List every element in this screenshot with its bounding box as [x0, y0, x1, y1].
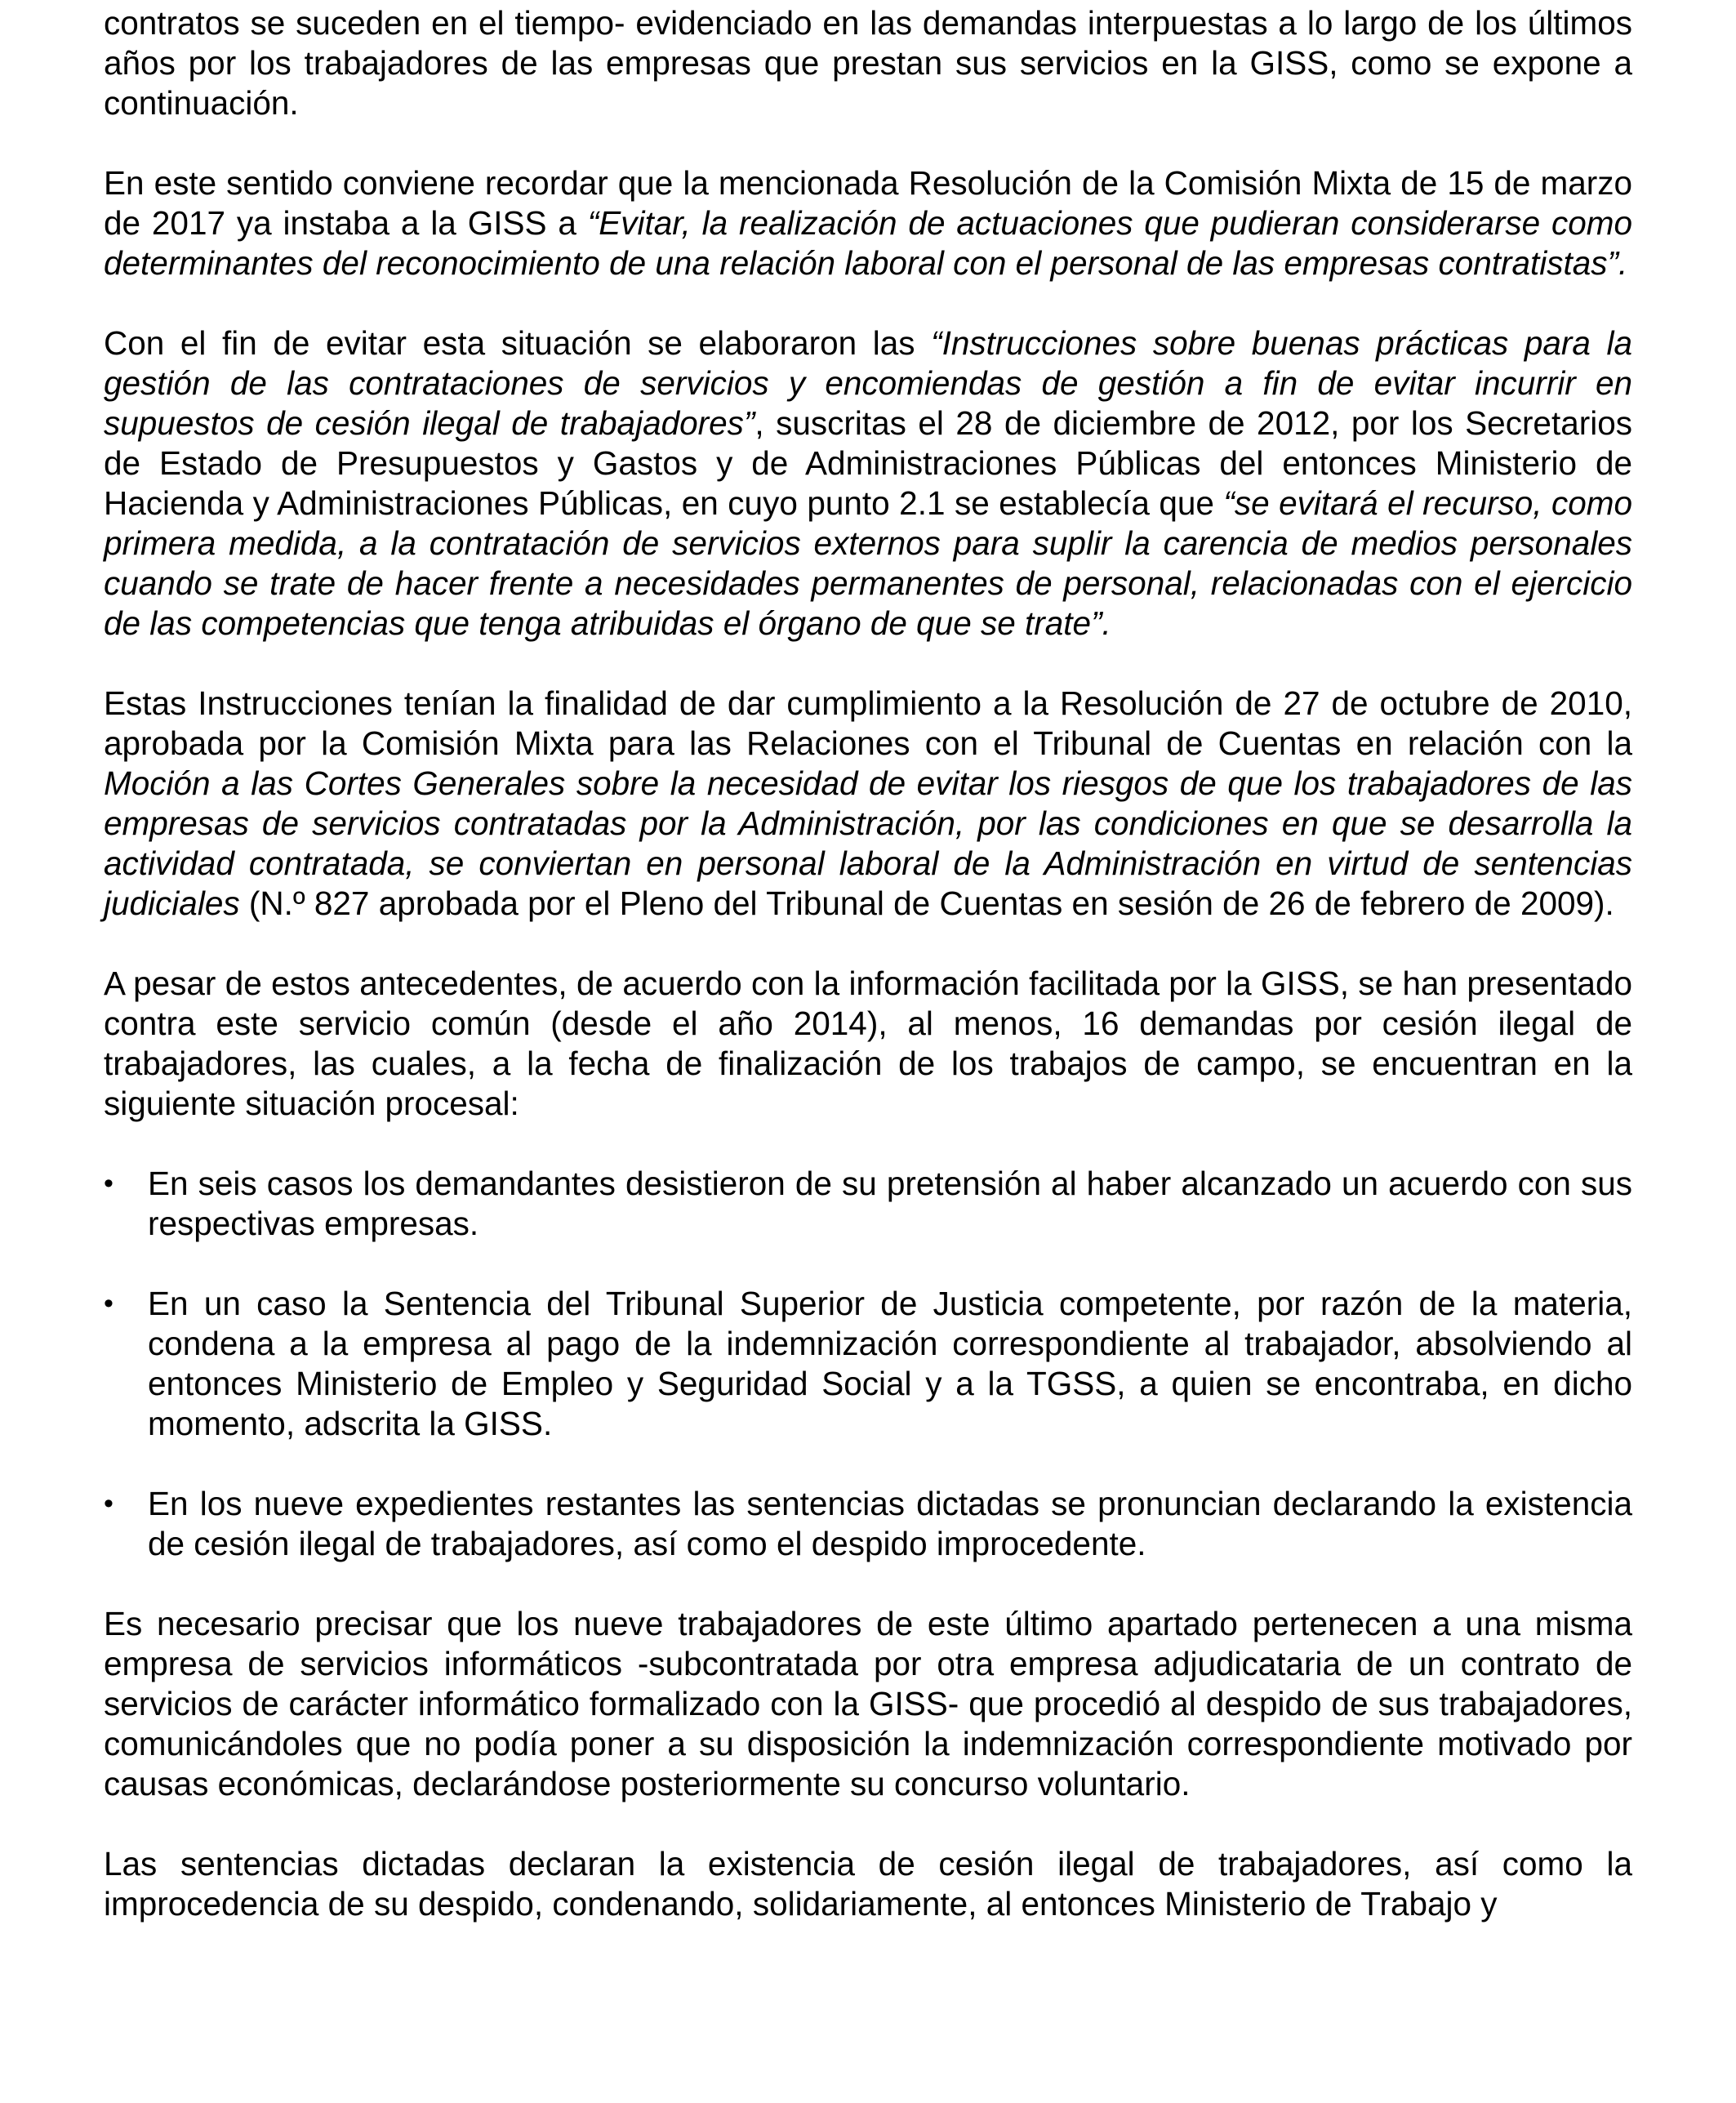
list-item [104, 1484, 1632, 1564]
paragraph-comision-mixta [104, 163, 1632, 283]
paragraph-text: En este sentido conviene recordar que la mencionada Resolución de la Comisión Mixta de 15 de marzo de 2017 ya instaba a la GISS a [104, 164, 1632, 242]
paragraph-text: , suscritas el 28 de diciembre de 2012, por los Secretarios de Estado de Presupuestos y Gastos y de Administraciones Públicas del entonces Ministerio de Hacienda y Administraciones Públicas, en cuyo punto 2.1 se establecía que [104, 404, 1632, 522]
paragraph-text: (N.º 827 aprobada por el Pleno del Tribunal de Cuentas en sesión de 26 de febrero de 2009). [239, 884, 1614, 922]
paragraph-demandas: A pesar de estos antecedentes, de acuerdo con la información facilitada por la GISS, se han presentado contra este servicio común (desde el año 2014), al menos, 16 demandas por cesión ilegal de trabajadores, las cuales, a la fecha de finalización de los trabajos de campo, se encuentran en la siguiente situación procesal: [104, 965, 1632, 1122]
quote-text: “Instrucciones sobre buenas prácticas para la gestión de las contrataciones de servicios y encomiendas de gestión a fin de evitar incurrir en supuestos de cesión ilegal de trabajadores” [104, 324, 1632, 442]
bullet-icon: • [104, 1168, 114, 1199]
paragraph-mocion [104, 684, 1632, 924]
bullet-icon: • [104, 1488, 114, 1519]
italic-title: Moción a las Cortes Generales sobre la necesidad de evitar los riesgos de que los trabajadores de las empresas de servicios contratadas por la Administración, por las condiciones en que se desarrolla la actividad contratada, se conviertan en personal laboral de la Administración en virtud de sentencias judiciales [104, 764, 1632, 922]
bullet-icon: • [104, 1288, 114, 1319]
list-item-text: En los nueve expedientes restantes las sentencias dictadas se pronuncian declarando la existencia de cesión ilegal de trabajadores, así como el despido improcedente. [148, 1485, 1632, 1562]
document-page [104, 3, 1632, 1964]
paragraph-trabajadores: Es necesario precisar que los nueve trabajadores de este último apartado pertenecen a una misma empresa de servicios informáticos -subcontratada por otra empresa adjudicataria de un contrato de servicios de carácter informático formalizado con la GISS- que procedió al despido de sus trabajadores, comunicándoles que no podía poner a su disposición la indemnización correspondiente motivado por causas económicas, declarándose posteriormente su concurso voluntario. [104, 1605, 1632, 1802]
list-item [104, 1284, 1632, 1444]
bullet-list-situacion-procesal [104, 1164, 1632, 1564]
paragraph-contratos: contratos se suceden en el tiempo- evidenciado en las demandas interpuestas a lo largo de los últimos años por los trabajadores de las empresas que prestan sus servicios en la GISS, como se expone a continuación. [104, 4, 1632, 122]
quote-text: “Evitar, la realización de actuaciones que pudieran considerarse como determinantes del reconocimiento de una relación laboral con el personal de las empresas contratistas”. [104, 204, 1633, 282]
quote-text: “se evitará el recurso, como primera medida, a la contratación de servicios externos para suplir la carencia de medios personales cuando se trate de hacer frente a necesidades permanentes de personal, relacionadas con el ejercicio de las competencias que tenga atribuidas el órgano de que se trate”. [104, 484, 1633, 642]
paragraph-instrucciones [104, 323, 1632, 644]
paragraph-text: Con el fin de evitar esta situación se elaboraron las [104, 324, 932, 362]
list-item-text: En seis casos los demandantes desistieron de su pretensión al haber alcanzado un acuerdo con sus respectivas empresas. [148, 1165, 1632, 1242]
paragraph-text: Estas Instrucciones tenían la finalidad de dar cumplimiento a la Resolución de 27 de octubre de 2010, aprobada por la Comisión Mixta para las Relaciones con el Tribunal de Cuentas en relación con la [104, 684, 1632, 762]
list-item [104, 1164, 1632, 1244]
list-item-text: En un caso la Sentencia del Tribunal Superior de Justicia competente, por razón de la materia, condena a la empresa al pago de la indemnización correspondiente al trabajador, absolviendo al entonces Ministerio de Empleo y Seguridad Social y a la TGSS, a quien se encontraba, en dicho momento, adscrita la GISS. [148, 1285, 1632, 1442]
paragraph-sentencias: Las sentencias dictadas declaran la existencia de cesión ilegal de trabajadores, así como la improcedencia de su despido, condenando, solidariamente, al entonces Ministerio de Trabajo y [104, 1845, 1632, 1923]
